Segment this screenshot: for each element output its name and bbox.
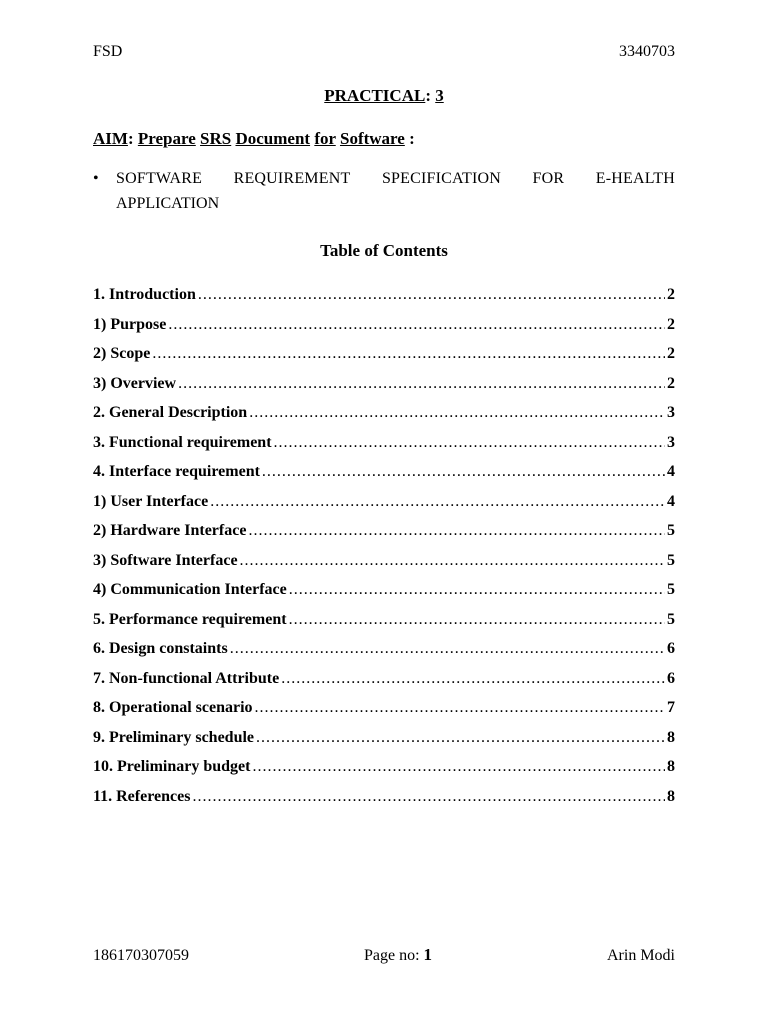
toc-entry[interactable] [93,375,675,405]
bullet-line-2: APPLICATION [116,195,220,212]
toc-leader [274,434,665,452]
toc-entry[interactable] [93,493,675,523]
toc-entry-label: 8. Operational scenario [93,699,253,716]
aim-word: Prepare [137,129,196,148]
toc-entry-page: 2 [667,286,675,303]
practical-heading [0,86,768,106]
toc-leader [262,463,665,481]
footer-author: Arin Modi [606,947,675,964]
toc-entry-page: 8 [667,758,675,775]
bullet-word: E-HEALTH [595,170,675,187]
toc-entry-label: 1. Introduction [93,286,196,303]
toc-leader [240,552,665,570]
toc-entry-page: 5 [667,610,675,628]
toc-leader [198,286,665,304]
toc-entry[interactable] [93,286,675,316]
bullet-symbol: • [93,170,99,187]
toc-leader [210,493,665,511]
footer-enrollment-number: 186170307059 [93,947,189,964]
toc-leader [256,729,665,747]
toc-entry[interactable] [93,345,675,375]
toc-entry-page: 3 [667,433,675,451]
footer-page-value: 1 [423,945,433,964]
toc-leader [248,522,665,540]
toc-entry[interactable] [93,670,675,700]
toc-entry-page: 5 [667,522,675,539]
toc-entry[interactable] [93,463,675,493]
toc-entry-label: 4. Interface requirement [93,463,260,480]
toc-entry-page: 8 [667,787,675,805]
toc-entry-label: 1) User Interface [93,492,209,510]
toc-entry-page: 2 [667,315,675,333]
toc-title: Table of Contents [320,241,448,260]
aim-word: SRS [200,129,232,148]
footer-page-label: Page no: [363,947,424,964]
toc-entry-label: 4) Communication Interface [93,581,287,598]
bullet-line-1 [116,170,675,188]
aim-word: Document [235,129,311,148]
toc-entry-page: 2 [667,345,675,362]
toc-entry[interactable] [93,522,675,552]
header-code: 3340703 [619,43,675,60]
toc-leader [178,375,665,393]
toc-entry-page: 6 [667,640,675,657]
table-of-contents [93,286,675,817]
toc-entry[interactable] [93,758,675,788]
toc-leader [289,581,665,599]
toc-entry-label: 3) Software Interface [93,551,238,569]
header-subject: FSD [93,43,123,60]
bullet-word: SPECIFICATION [381,170,502,187]
toc-entry-page: 4 [667,492,675,510]
toc-leader [281,670,665,688]
aim-colon: : [127,129,138,148]
aim-word: Software [339,129,405,148]
practical-colon: : [425,86,436,105]
toc-entry-label: 2) Hardware Interface [93,522,247,539]
toc-leader [255,699,665,717]
aim-label: AIM [93,129,128,148]
bullet-item [93,170,675,213]
practical-label: PRACTICAL [324,86,426,105]
toc-entry-label: 1) Purpose [93,315,167,333]
toc-entry[interactable] [93,788,675,818]
toc-entry-page: 8 [667,728,675,746]
bullet-word: FOR [532,170,565,187]
toc-entry-page: 7 [667,699,675,716]
aim-word: for [314,129,336,148]
toc-entry-page: 5 [667,581,675,598]
toc-entry-label: 3) Overview [93,374,177,392]
toc-entry-label: 3. Functional requirement [93,433,272,451]
toc-entry[interactable] [93,434,675,464]
toc-entry[interactable] [93,316,675,346]
toc-entry-label: 11. References [93,787,191,805]
toc-leader [152,345,665,363]
toc-entry-label: 6. Design constaints [93,640,228,657]
toc-entry-page: 6 [667,669,675,687]
toc-entry[interactable] [93,699,675,729]
toc-entry[interactable] [93,729,675,759]
toc-entry-page: 5 [667,551,675,569]
toc-entry-label: 2. General Description [93,404,248,421]
toc-entry[interactable] [93,640,675,670]
toc-leader [249,404,665,422]
toc-entry-label: 2) Scope [93,345,151,362]
aim-trailing: : [404,129,415,148]
toc-entry-label: 9. Preliminary schedule [93,728,255,746]
bullet-word: REQUIREMENT [233,170,351,187]
toc-entry[interactable] [93,404,675,434]
toc-leader [192,788,665,806]
toc-leader [252,758,665,776]
toc-entry-label: 7. Non-functional Attribute [93,669,280,687]
page-footer [93,945,675,965]
toc-entry[interactable] [93,611,675,641]
toc-entry-page: 2 [667,374,675,392]
page-header [93,43,675,61]
practical-number: 3 [435,86,444,105]
toc-entry-page: 4 [667,463,675,480]
toc-leader [230,640,665,658]
footer-page-number [364,945,432,965]
aim-line [93,129,415,149]
toc-entry-label: 10. Preliminary budget [93,758,251,775]
toc-entry-page: 3 [667,404,675,421]
toc-leader [289,611,665,629]
toc-entry[interactable] [93,552,675,582]
toc-leader [168,316,665,334]
toc-entry-label: 5. Performance requirement [93,610,287,628]
toc-entry[interactable] [93,581,675,611]
bullet-word: SOFTWARE [116,170,203,187]
